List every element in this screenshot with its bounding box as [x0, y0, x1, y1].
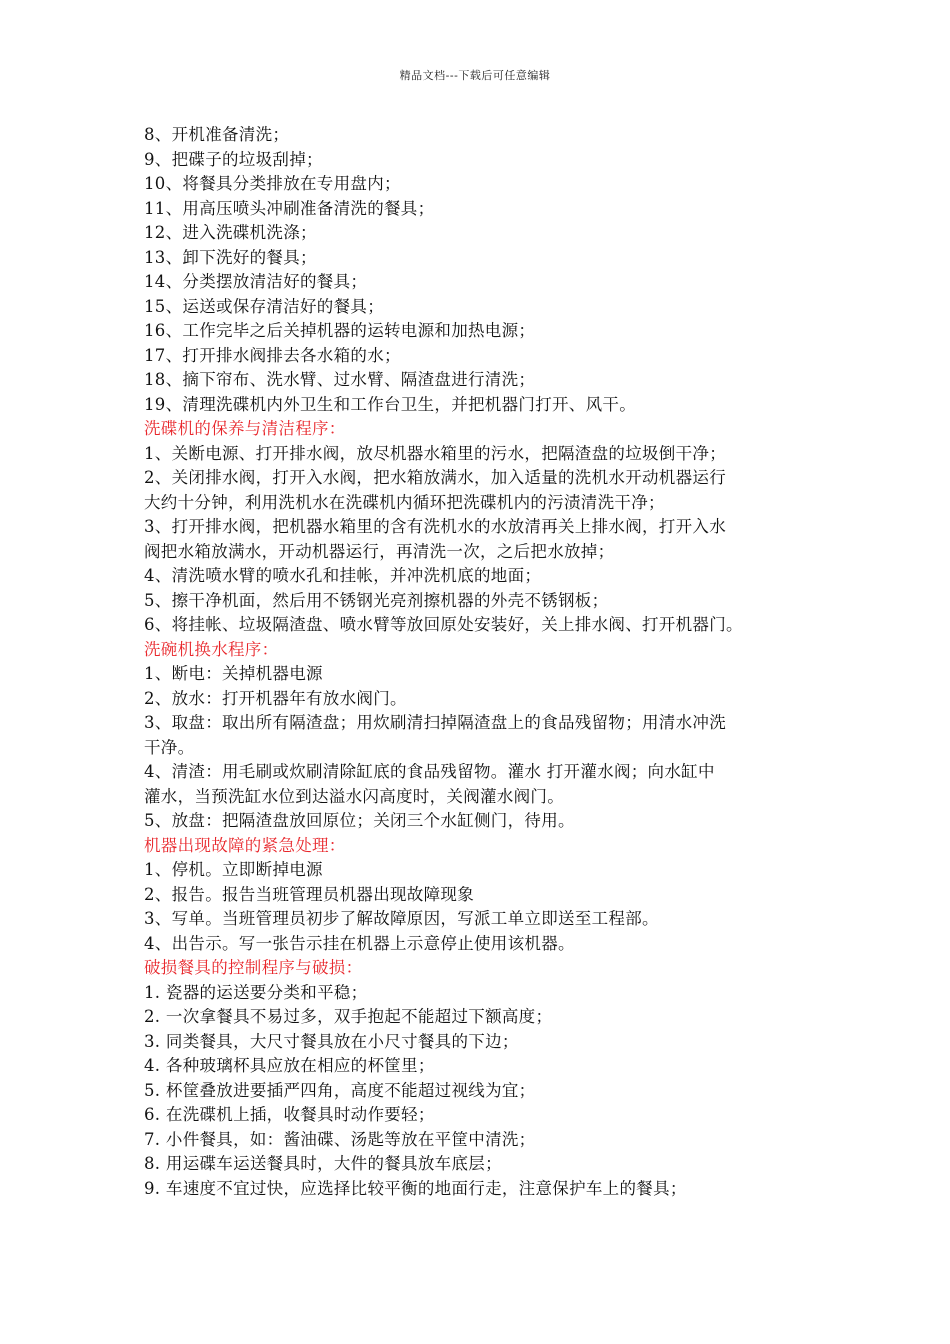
section-breakage-control: [144, 956, 824, 1201]
list-item: 8、开机准备清洗；: [144, 125, 290, 144]
list-item: 1、断电：关掉机器电源: [144, 664, 323, 683]
list-item: 12、进入洗碟机洗涤；: [144, 223, 317, 242]
list-item: 大约十分钟，利用洗机水在洗碟机内循环把洗碟机内的污渍清洗干净；: [144, 492, 665, 512]
list-item: 3、取盘：取出所有隔渣盘；用炊刷清扫掉隔渣盘上的食品残留物；用清水冲洗: [144, 713, 726, 732]
list-item: 3、打开排水阀，把机器水箱里的含有洗机水的水放清再关上排水阀，打开入水: [144, 517, 726, 536]
list-item: 干净。: [144, 737, 195, 757]
list-item: 18、摘下帘布、洗水臂、过水臂、隔渣盘进行清洗；: [144, 370, 536, 389]
list-item: 10、将餐具分类排放在专用盘内；: [144, 174, 401, 193]
list-item: 5. 杯筐叠放进要插严四角，高度不能超过视线为宜；: [144, 1080, 536, 1100]
list-item: 1、停机。立即断掉电源: [144, 860, 323, 879]
list-item: 4、清洗喷水臂的喷水孔和挂帐，并冲洗机底的地面；: [144, 566, 542, 585]
list-item: 9、把碟子的垃圾刮掉；: [144, 149, 323, 169]
list-item: 14、分类摆放清洁好的餐具；: [144, 272, 368, 291]
list-item: 3. 同类餐具，大尺寸餐具放在小尺寸餐具的下边；: [144, 1031, 519, 1051]
list-item: 4、出告示。写一张告示挂在机器上示意停止使用该机器。: [144, 933, 575, 953]
list-item: 13、卸下洗好的餐具；: [144, 247, 317, 267]
list-item: 17、打开排水阀排去各水箱的水；: [144, 345, 401, 365]
section-heading: 破损餐具的控制程序与破损：: [144, 958, 363, 977]
section-heading: 机器出现故障的紧急处理：: [144, 835, 346, 855]
list-item: 5、擦干净机面，然后用不锈钢光亮剂擦机器的外壳不锈钢板；: [144, 590, 609, 610]
list-item: 3、写单。当班管理员初步了解故障原因，写派工单立即送至工程部。: [144, 909, 659, 928]
list-item: 阀把水箱放满水，开动机器运行，再清洗一次，之后把水放掉；: [144, 541, 615, 561]
list-item: 1、关断电源、打开排水阀，放尽机器水箱里的污水，把隔渣盘的垃圾倒干净；: [144, 443, 726, 463]
list-item: 灌水，当预洗缸水位到达溢水闪高度时，关阀灌水阀门。: [144, 786, 564, 806]
list-item: 5、放盘：把隔渣盘放回原位；关闭三个水缸侧门，待用。: [144, 811, 575, 830]
steps-list-top: [144, 123, 824, 417]
list-item: 19、清理洗碟机内外卫生和工作台卫生，并把机器门打开、风干。: [144, 394, 636, 414]
list-item: 2、报告。报告当班管理员机器出现故障现象: [144, 884, 474, 904]
list-item: 11、用高压喷头冲刷准备清洗的餐具；: [144, 198, 435, 218]
list-item: 9. 车速度不宜过快，应选择比较平衡的地面行走，注意保护车上的餐具；: [144, 1178, 687, 1198]
document-body: [144, 123, 824, 1201]
list-item: 16、工作完毕之后关掉机器的运转电源和加热电源；: [144, 321, 536, 340]
list-item: 6. 在洗碟机上插，收餐具时动作要轻；: [144, 1105, 435, 1124]
list-item: 2、放水：打开机器年有放水阀门。: [144, 688, 407, 708]
section-heading: 洗碗机换水程序：: [144, 639, 279, 659]
list-item: 4. 各种玻璃杯具应放在相应的杯筐里；: [144, 1056, 435, 1075]
section-water-change: [144, 638, 824, 834]
page-header: 精品文档---下载后可任意编辑: [399, 69, 551, 82]
list-item: 4、清渣：用毛刷或炊刷清除缸底的食品残留物。灌水 打开灌水阀；向水缸中: [144, 762, 715, 781]
list-item: 6、将挂帐、垃圾隔渣盘、喷水臂等放回原处安装好，关上排水阀、打开机器门。: [144, 615, 743, 634]
list-item: 7. 小件餐具，如：酱油碟、汤匙等放在平筐中清洗；: [144, 1129, 536, 1149]
list-item: 1. 瓷器的运送要分类和平稳；: [144, 982, 368, 1002]
section-heading: 洗碟机的保养与清洁程序：: [144, 419, 346, 438]
section-dishwasher-maintenance: [144, 417, 824, 638]
list-item: 15、运送或保存清洁好的餐具；: [144, 296, 384, 316]
list-item: 2. 一次拿餐具不易过多，双手抱起不能超过下额高度；: [144, 1007, 553, 1026]
list-item: 8. 用运碟车运送餐具时，大件的餐具放车底层；: [144, 1154, 502, 1173]
list-item: 2、关闭排水阀，打开入水阀，把水箱放满水，加入适量的洗机水开动机器运行: [144, 468, 726, 487]
section-emergency: [144, 834, 824, 957]
